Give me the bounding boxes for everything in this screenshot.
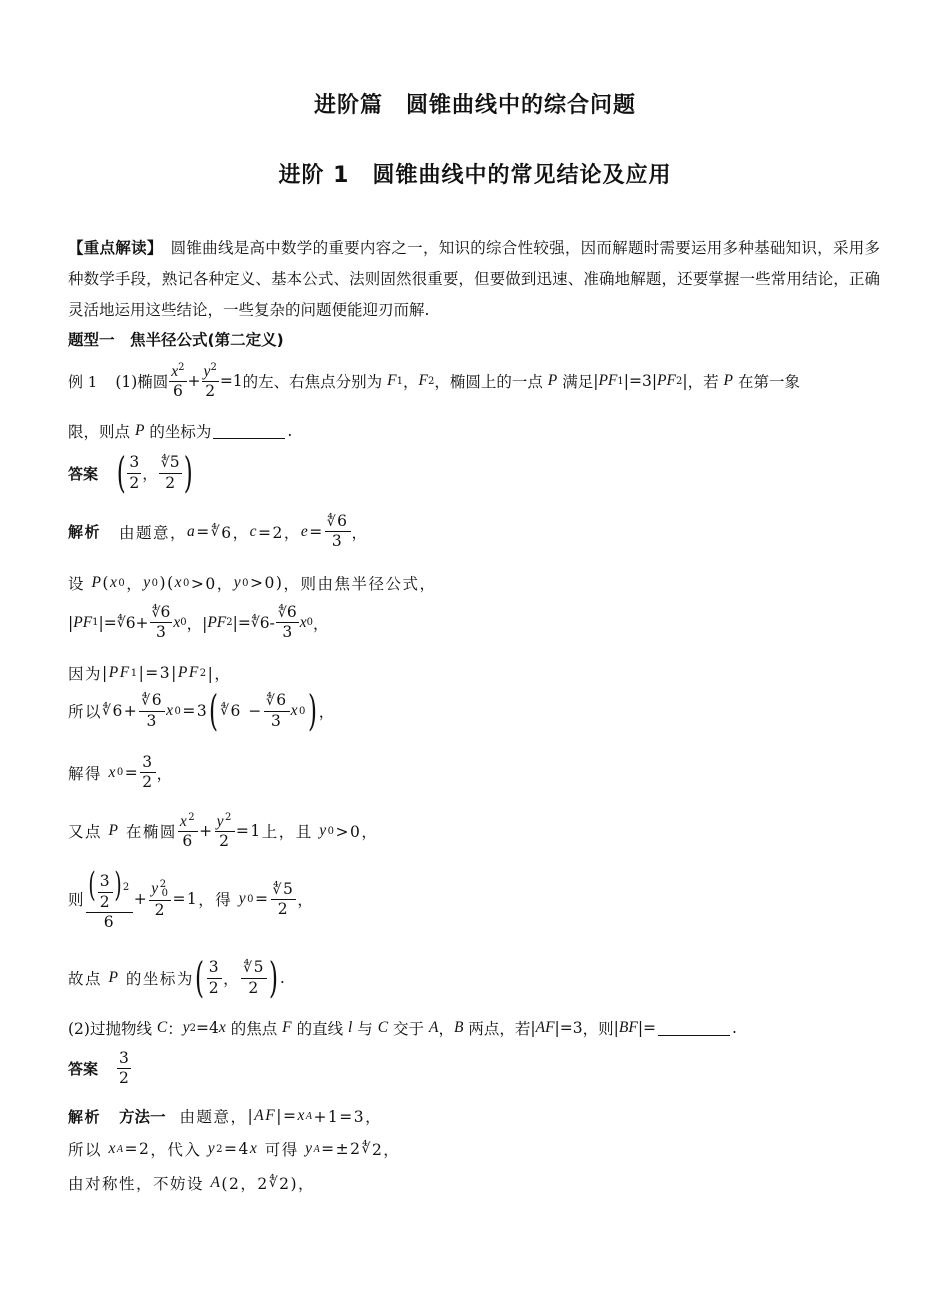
analysis-2-line-1: 解析 方法一 由题意， | AF |= x A +1=3，: [68, 1107, 383, 1126]
analysis-line-5: 所以 ∜ 6+ $\frac{∜6}{3}$ x 0 =3 ( ∜ 6 − $\frac{∜6}{3}$ x 0 ) ，: [68, 686, 336, 735]
ellipse-frac-y: $\frac{y^2}{2}$: [203, 362, 217, 401]
section-title: 进阶 1 圆锥曲线中的常见结论及应用: [278, 163, 672, 188]
analysis-line-6: 解得 x 0 = $\frac{3}{2}$ ，: [68, 753, 174, 792]
analysis-line-9: 故点 P 的坐标为 ( $\frac{3}{2}$ ， $\frac{∜5}{2}$ ) .: [68, 953, 287, 1002]
analysis-line-2: 设 P ( x 0 ， y 0 )( x 0 >0， y 0 >0) ，则由焦半径公式，: [68, 574, 437, 593]
answer-1: 答案 ( $\frac{3}{2}$ ， $\frac{∜5}{2}$ ): [68, 448, 193, 497]
intro-paragraph: [68, 233, 880, 326]
intro-label: 【重点解读】: [68, 239, 155, 257]
analysis-line-3: | PF 1 |= ∜ 6+ $\frac{∜6}{3}$ x 0 ，| PF 2 |= ∜ 6- $\frac{∜6}{3}$ x 0 ，: [68, 603, 329, 642]
answer-blank: [213, 424, 285, 439]
intro-text: 圆锥曲线是高中数学的重要内容之一，知识的综合性较强，因而解题时需要运用多种基础知识，采用多种数学手段，熟记各种定义、基本公式、法则固然很重要，但要做到迅速、准确地解题，还要掌握一些常用结论，正确灵活地运用这些结论，一些复杂的问题便能迎刃而解.: [68, 239, 880, 319]
chapter-title: 进阶篇 圆锥曲线中的综合问题: [313, 93, 636, 118]
ellipse-frac-x: $\frac{x^2}{6}$: [171, 362, 185, 401]
analysis-2-line-3: 由对称性，不妨设 A (2，2 ∜ 2)，: [68, 1174, 316, 1193]
analysis-2-line-2: 所以 x A =2 ，代入 y 2 =4 x 可得 y A =±2 ∜ 2，: [68, 1140, 401, 1159]
analysis-line-7: 又点 P 在椭圆 $\frac{x^2}{6}$ + $\frac{y^2}{2}$ =1 上，且 y 0 >0，: [68, 812, 379, 851]
example-1-line2: 限，则点 P 的坐标为 .: [68, 422, 293, 441]
answer-blank-2: [658, 1021, 730, 1036]
example-label: 例 1: [68, 372, 98, 391]
analysis-line-4: 因为 | PF 1 |=3| PF 2 |，: [68, 664, 232, 683]
example-1-part-2: (2)过抛物线 C ： y 2 =4 x 的焦点 F 的直线 l 与 C 交于 A ， B 两点，若 | AF |=3 ，则 | BF |= .: [68, 1019, 737, 1038]
question-type-heading: 题型一 焦半径公式(第二定义): [68, 331, 284, 349]
example-1-line: 例 1 (1)椭圆 $\frac{x^2}{6}$ + $\frac{y^2}{2}$ =1 的左、右焦点分别为 F 1 ， F 2 ，椭圆上的一点 P 满足 | PF 1 |=3| PF 2 | ，若 P 在第一象: [68, 362, 800, 401]
analysis-line-8: 则 ( $\frac{3}{2}$ )$^2$ 6 + $\frac{y^2_0}{2}$ =1 ，得 y 0 = $\frac{∜5}{2}$ ，: [68, 865, 315, 931]
answer-2: 答案 $\frac{3}{2}$: [68, 1049, 129, 1088]
analysis-line-1: 解析 由题意， a = ∜ 6， c =2， e = $\frac{∜6}{3}$ ，: [68, 512, 369, 551]
